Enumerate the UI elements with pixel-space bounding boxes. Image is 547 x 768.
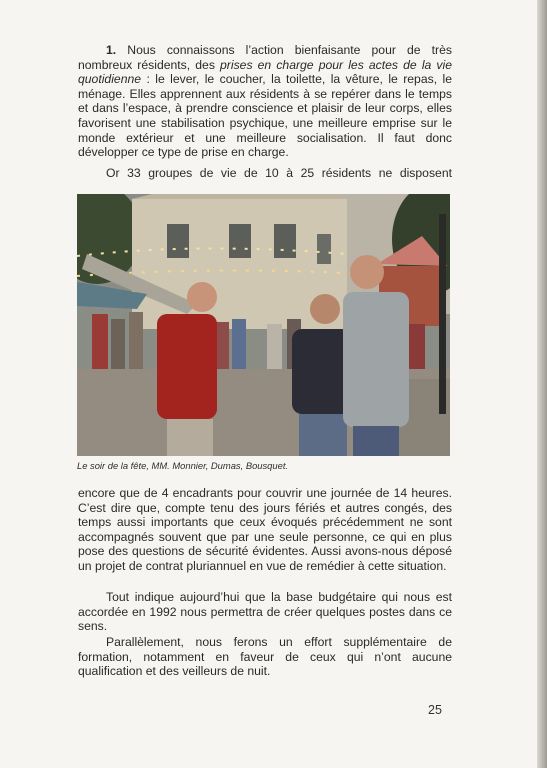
paragraph-4: Tout indique aujourd’hui que la base budgétaire qui nous est accordée en 1992 nous permettra de créer quelques postes dans ce sens. [78,590,452,634]
paragraph-2: Or 33 groupes de vie de 10 à 25 résidents ne disposent [106,166,452,180]
page-number: 25 [428,703,442,717]
paragraph-1-emphasis: prises en charge pour les actes de la vie quotidienne [78,57,452,87]
page-edge [537,0,547,768]
event-photo [77,194,450,456]
paragraph-number: 1. [106,43,117,57]
paragraph-1-text-end: : le lever, le coucher, la toilette, la vêture, le repas, le ménage. Elles apprennent aux résidents à se repérer dans le temps et dans l’espace, à prendre conscience et plaisir de leur corps, elles favorisent une stabilisation psychique, une meilleure emprise sur le monde extérieur et une meilleure socialisation. Il faut donc développer ce type de prise en charge. [78,72,452,160]
paragraph-5: Parallèlement, nous ferons un effort supplémentaire de formation, notamment en faveur de ceux qui n’ont aucune qualification et des veilleurs de nuit. [78,635,452,679]
paragraph-1-text-start: Nous connaissons l’action bienfaisante pour de très nombreux résidents, des [78,43,452,72]
paragraph-1 [78,43,452,160]
photo-caption: Le soir de la fête, MM. Monnier, Dumas, Bousquet. [77,460,289,471]
paragraph-3: encore que de 4 encadrants pour couvrir une journée de 14 heures. C’est dire que, compte tenu des jours fériés et autres congés, des temps aussi importants que ceux évoqués précédemment ne sont accompagnés souvent que par une seule personne, ce qui en plus pose des questions de sécurité évidentes. Aussi avons-nous déposé un projet de contrat pluriannuel en vue de remédier à cette situation. [78,486,452,573]
